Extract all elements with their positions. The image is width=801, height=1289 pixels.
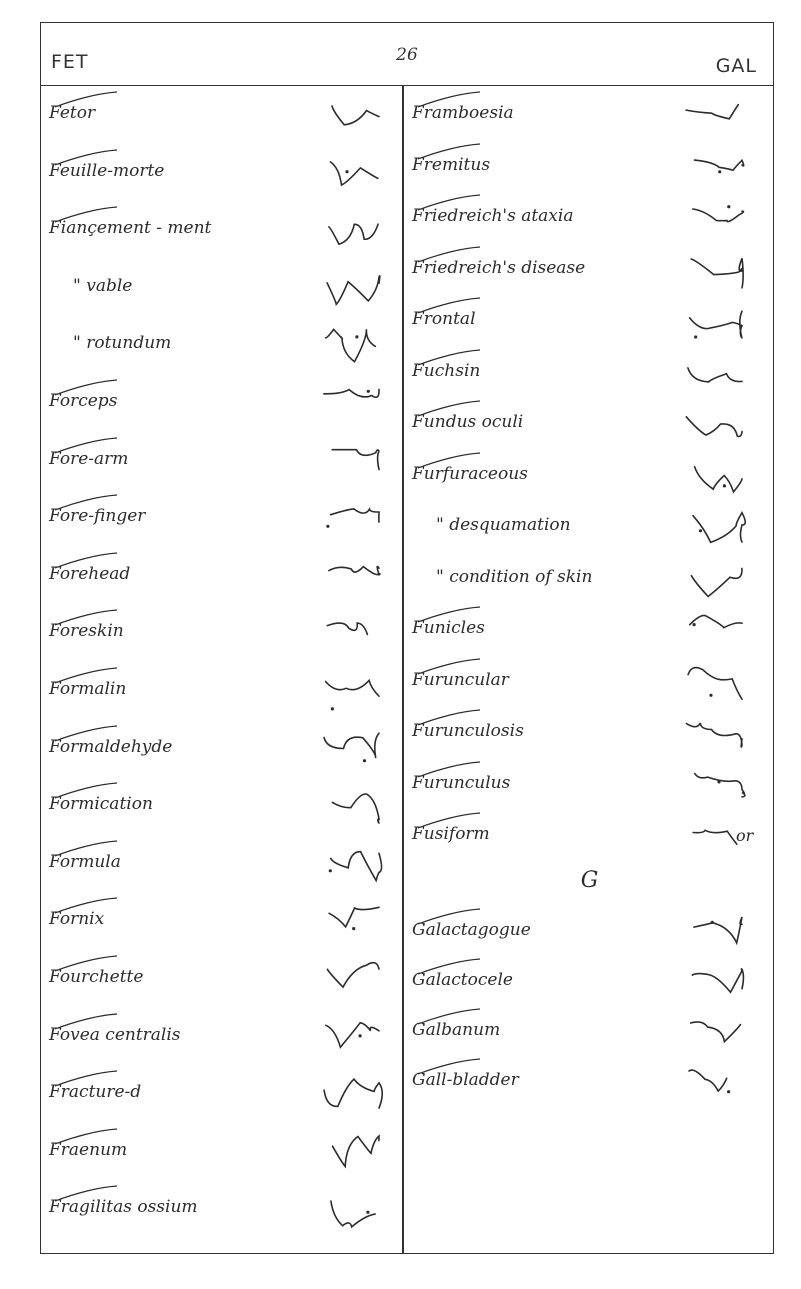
entry-word: Feuille-morte xyxy=(49,160,165,181)
dictionary-entry xyxy=(47,1011,408,1071)
entry-word: Fraenum xyxy=(49,1139,128,1160)
dictionary-entry xyxy=(47,262,408,322)
entry-word: Frontal xyxy=(412,309,476,329)
shorthand-outline-glyph xyxy=(317,1187,383,1233)
dictionary-entry xyxy=(47,1183,408,1243)
entry-word: Galbanum xyxy=(412,1019,501,1040)
shorthand-outline-glyph xyxy=(680,248,746,294)
dictionary-entry xyxy=(47,607,408,667)
entry-word: Fremitus xyxy=(412,154,491,175)
shorthand-outline-glyph xyxy=(680,351,746,397)
header-right-guide-word: GAL xyxy=(715,55,757,77)
shorthand-outline-glyph xyxy=(317,93,383,139)
page-header xyxy=(41,23,773,86)
entry-word: Foreskin xyxy=(49,621,124,642)
section-letter-g: G xyxy=(580,867,599,893)
entry-word: Galactocele xyxy=(412,969,513,990)
dictionary-entry xyxy=(47,435,408,495)
entry-word: Forehead xyxy=(49,563,131,584)
entry-word: Fornix xyxy=(49,909,105,930)
dictionary-entry xyxy=(47,838,408,898)
shorthand-outline-glyph xyxy=(317,669,383,715)
entry-word: Furfuraceous xyxy=(412,463,528,484)
shorthand-outline-glyph xyxy=(680,660,746,706)
shorthand-outline-glyph xyxy=(680,1010,746,1056)
dictionary-entry xyxy=(47,723,408,783)
dictionary-entry xyxy=(410,810,781,870)
shorthand-outline-glyph xyxy=(680,910,746,956)
entry-word: Formaldehyde xyxy=(49,736,173,757)
dictionary-entry xyxy=(47,204,408,264)
entry-word: Furunculosis xyxy=(412,721,524,741)
entry-word: Fusiform xyxy=(412,824,490,844)
dictionary-entry xyxy=(47,89,408,149)
entry-word: Fore-arm xyxy=(49,448,129,469)
entry-word: Gall-bladder xyxy=(412,1069,519,1090)
shorthand-outline-glyph xyxy=(317,381,383,427)
header-left-guide-word: FET xyxy=(51,51,89,73)
shorthand-outline-glyph xyxy=(317,899,383,945)
dictionary-entry xyxy=(47,550,408,610)
shorthand-outline-glyph xyxy=(317,496,383,542)
right-column xyxy=(404,85,775,1253)
shorthand-outline-glyph xyxy=(317,727,383,773)
shorthand-outline-glyph xyxy=(317,208,383,254)
dictionary-entry xyxy=(47,780,408,840)
shorthand-outline-glyph xyxy=(317,439,383,485)
shorthand-outline-glyph xyxy=(317,784,383,830)
entry-word: Framboesia xyxy=(412,103,514,123)
entry-word: " vable xyxy=(73,275,133,296)
shorthand-outline-glyph xyxy=(317,554,383,600)
shorthand-outline-glyph xyxy=(317,1015,383,1061)
dictionary-entry xyxy=(47,377,408,437)
shorthand-outline-glyph xyxy=(680,960,746,1006)
dictionary-entry xyxy=(47,895,408,955)
entry-word: Friedreich's disease xyxy=(412,257,586,278)
shorthand-outline-glyph xyxy=(680,145,746,191)
dictionary-entry xyxy=(47,492,408,552)
shorthand-outline-glyph xyxy=(680,505,746,551)
entry-word: " rotundum xyxy=(73,333,172,354)
shorthand-outline-glyph xyxy=(680,196,746,242)
entry-word: Fourchette xyxy=(49,967,144,987)
page-number: 26 xyxy=(396,45,418,65)
entry-word: Galactagogue xyxy=(412,919,531,940)
shorthand-outline-glyph xyxy=(317,266,383,312)
dictionary-entry xyxy=(47,665,408,725)
entry-word: Furunculus xyxy=(412,772,511,793)
shorthand-outline-glyph xyxy=(680,814,746,860)
left-column xyxy=(41,85,402,1253)
entry-word: " desquamation xyxy=(436,515,571,535)
shorthand-outline-glyph xyxy=(317,323,383,369)
shorthand-outline-glyph xyxy=(680,93,746,139)
entry-word: Furuncular xyxy=(412,669,509,690)
shorthand-outline-glyph xyxy=(317,151,383,197)
dictionary-entry xyxy=(410,1056,781,1116)
shorthand-outline-glyph xyxy=(680,763,746,809)
entry-word: Fundus oculi xyxy=(412,412,524,432)
dictionary-entry xyxy=(47,1068,408,1128)
entry-word: Fracture-d xyxy=(49,1082,142,1103)
entry-word: Funicles xyxy=(412,618,485,638)
shorthand-outline-glyph xyxy=(317,957,383,1003)
dictionary-entry xyxy=(47,953,408,1013)
entry-word: Fovea centralis xyxy=(49,1024,181,1045)
entry-word: Fiançement - ment xyxy=(49,218,212,239)
entry-word: " condition of skin xyxy=(436,566,593,587)
shorthand-outline-glyph xyxy=(317,1130,383,1176)
shorthand-outline-glyph xyxy=(680,557,746,603)
shorthand-outline-glyph xyxy=(317,611,383,657)
dictionary-entry xyxy=(47,1126,408,1186)
entry-word: Fetor xyxy=(49,103,96,123)
dictionary-entry xyxy=(47,319,408,379)
entry-word: Fragilitas ossium xyxy=(49,1197,198,1218)
shorthand-outline-glyph xyxy=(680,402,746,448)
shorthand-outline-glyph xyxy=(680,1060,746,1106)
entry-word: Friedreich's ataxia xyxy=(412,206,574,226)
entry-word: Formication xyxy=(49,794,153,815)
entry-word: Fore-finger xyxy=(49,506,146,527)
shorthand-outline-glyph xyxy=(680,454,746,500)
entry-word: Formula xyxy=(49,851,121,872)
shorthand-outline-glyph xyxy=(317,842,383,888)
entry-suffix: or xyxy=(736,826,754,845)
entry-word: Formalin xyxy=(49,679,127,699)
dictionary-page xyxy=(40,22,774,1254)
shorthand-outline-glyph xyxy=(317,1072,383,1118)
shorthand-outline-glyph xyxy=(680,608,746,654)
dictionary-entry xyxy=(47,147,408,207)
entry-word: Fuchsin xyxy=(412,360,481,381)
entry-word: Forceps xyxy=(49,391,118,411)
shorthand-outline-glyph xyxy=(680,299,746,345)
shorthand-outline-glyph xyxy=(680,711,746,757)
